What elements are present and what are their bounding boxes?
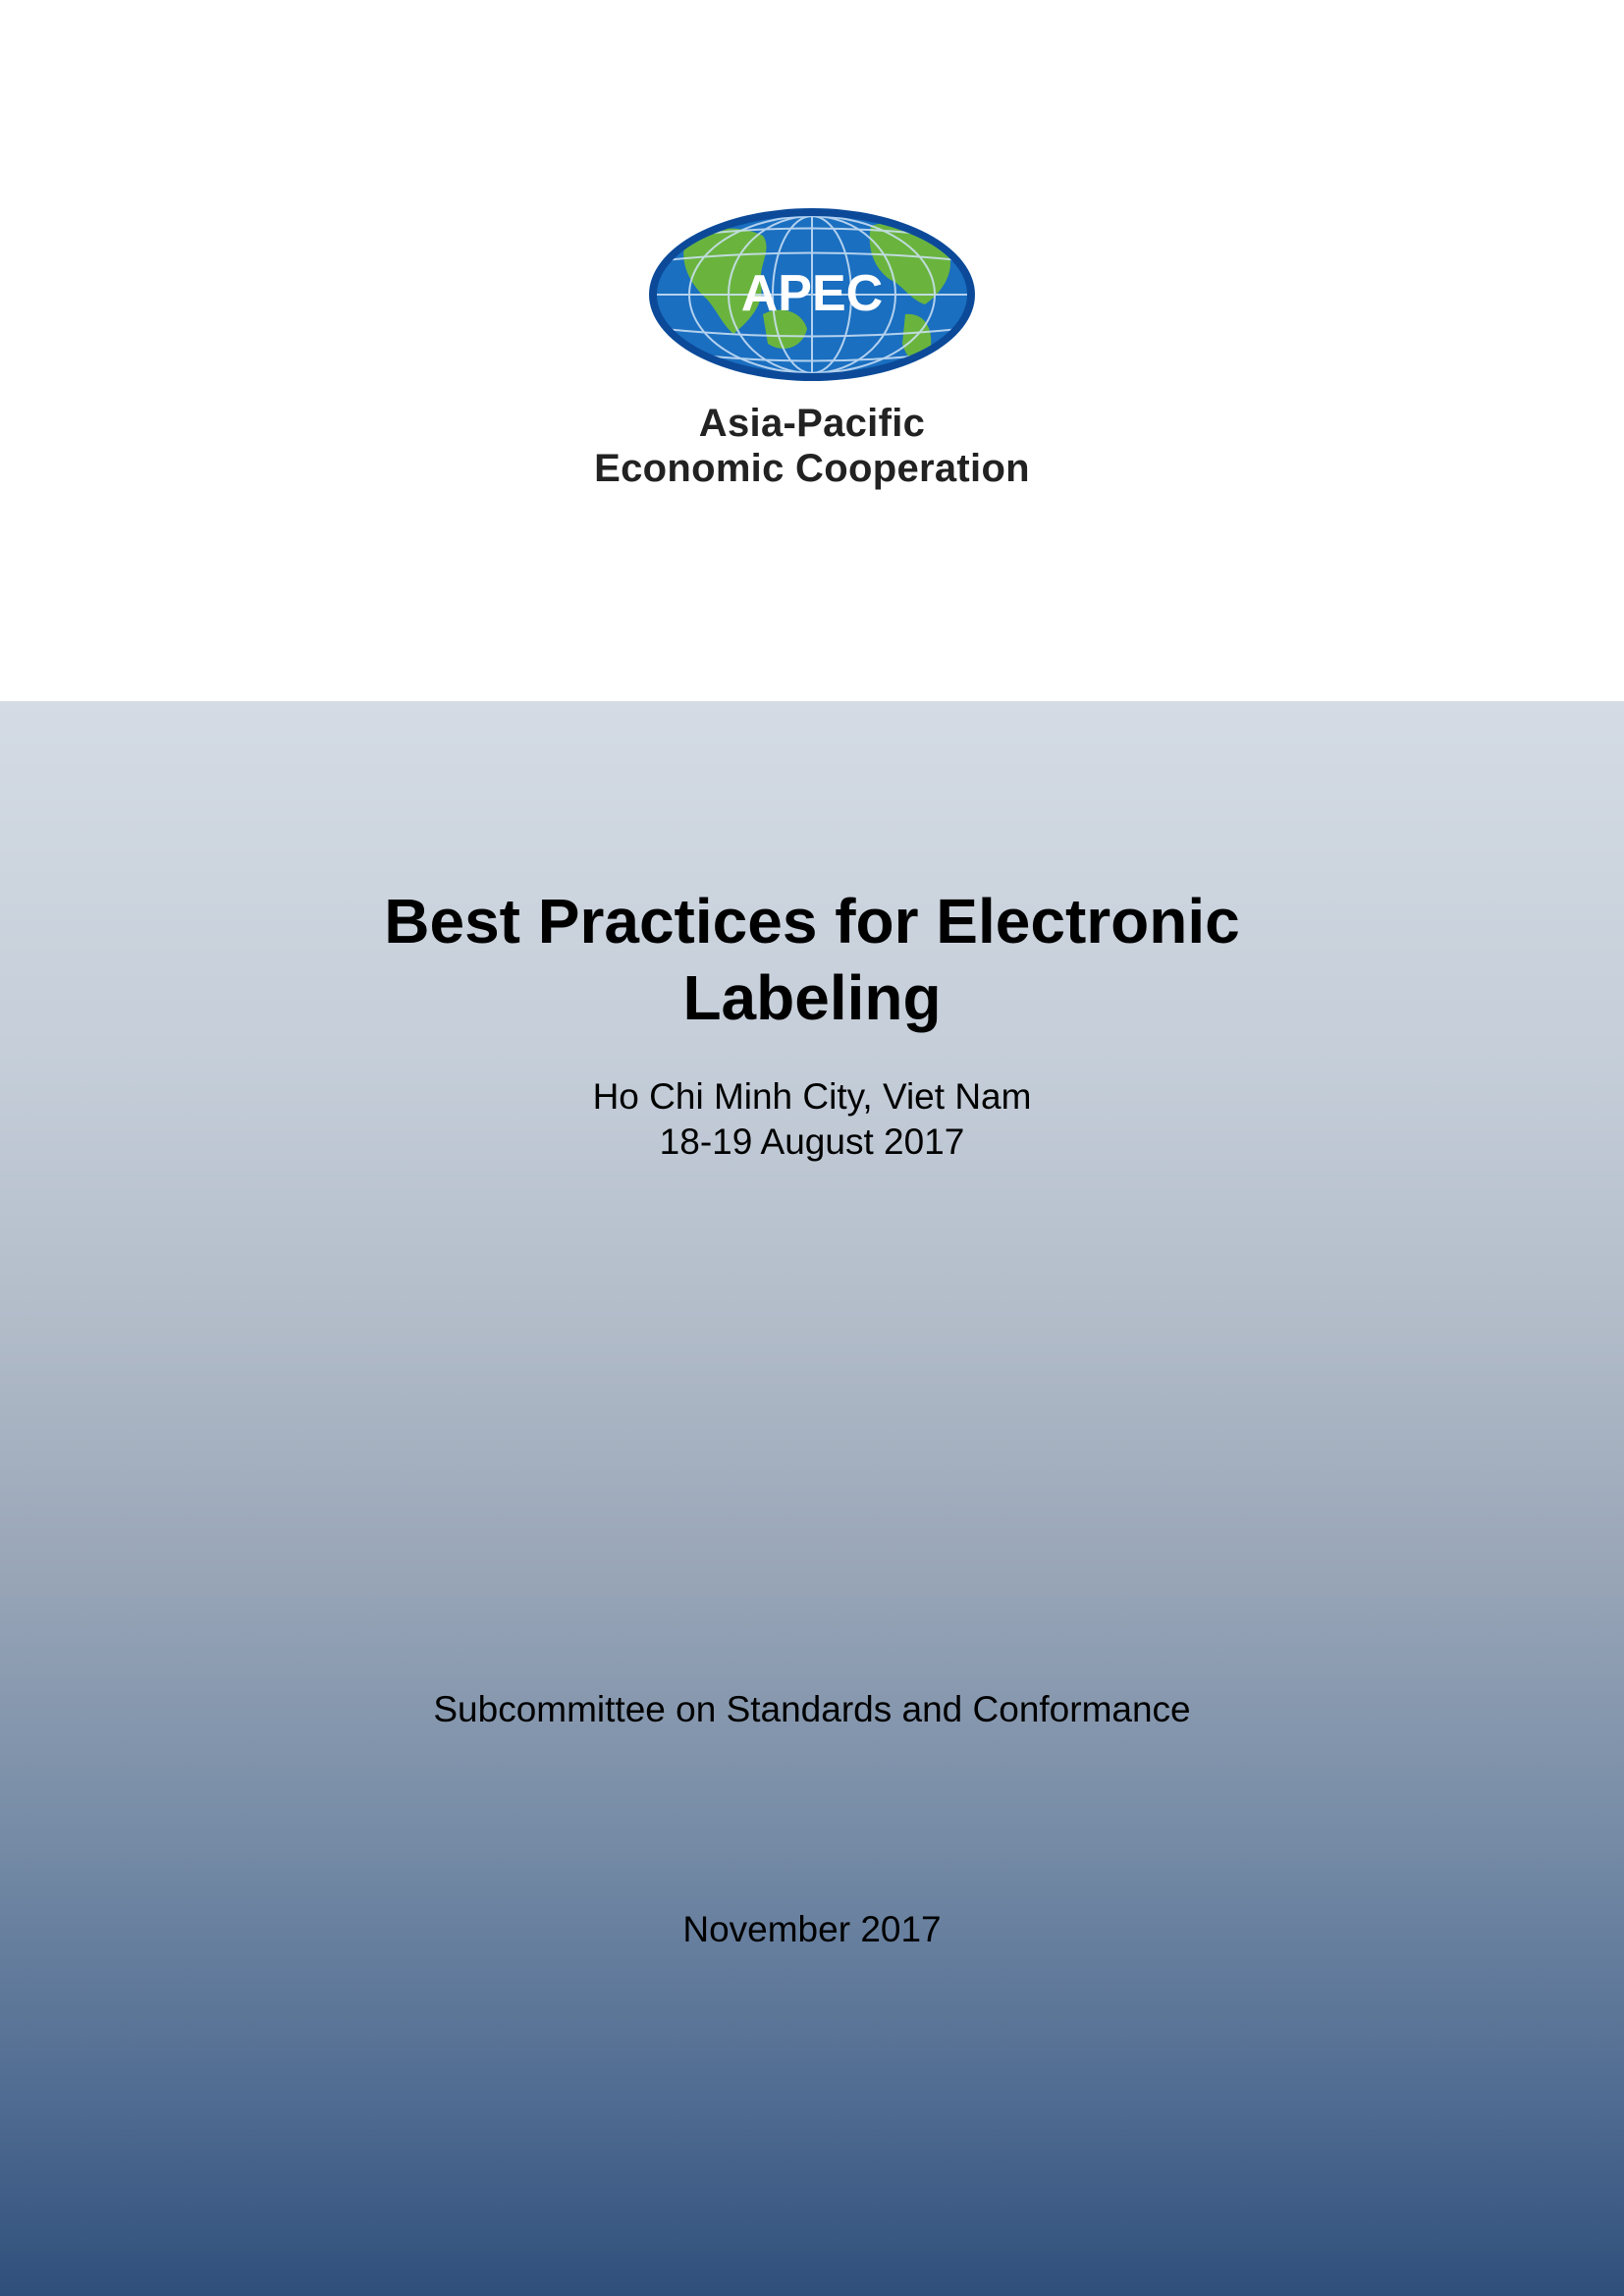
- globe-icon: [645, 206, 979, 383]
- apec-emblem-text: APEC: [740, 265, 884, 322]
- org-name-line2: Economic Cooperation: [594, 447, 1030, 490]
- cover-body: [0, 701, 1624, 2296]
- apec-logo: [0, 206, 1624, 491]
- document-title: [0, 883, 1624, 1036]
- title-line-2: Labeling: [682, 962, 942, 1033]
- org-name-line1: Asia-Pacific: [698, 402, 926, 445]
- publication-date: November 2017: [682, 1909, 942, 1949]
- committee-name: Subcommittee on Standards and Conformance: [433, 1689, 1191, 1729]
- title-line-1: Best Practices for Electronic: [384, 886, 1240, 957]
- event-dates: 18-19 August 2017: [659, 1121, 965, 1162]
- cover-top: [0, 0, 1624, 701]
- event-location: Ho Chi Minh City, Viet Nam: [592, 1076, 1032, 1117]
